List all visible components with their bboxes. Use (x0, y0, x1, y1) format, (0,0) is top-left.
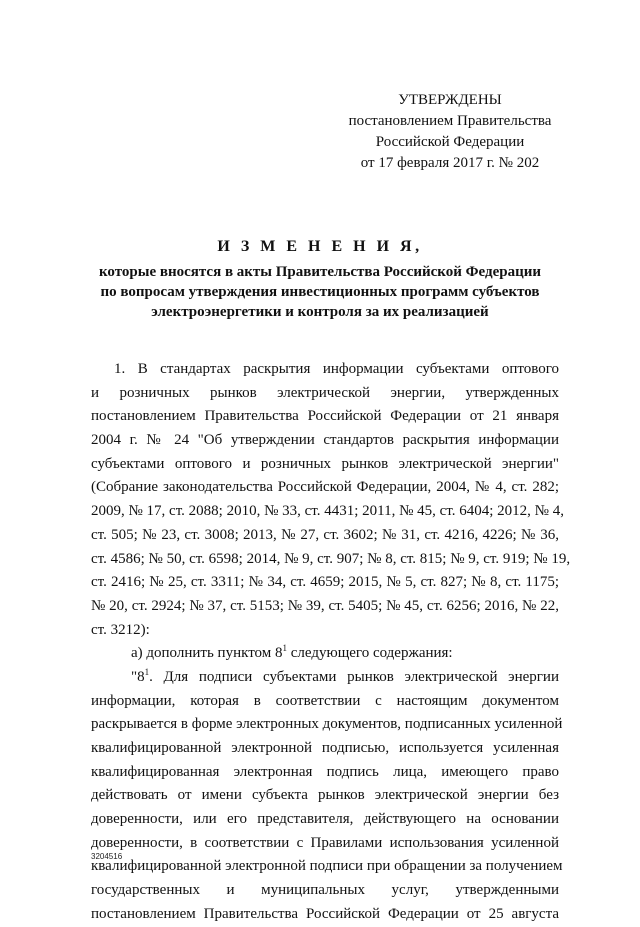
item-a-text-before: а) дополнить пунктом 8 (131, 645, 283, 662)
subtitle-line-1: которые вносятся в акты Правительства Российской Федерации (98, 264, 542, 280)
document-code: 3204516 (91, 852, 123, 861)
paragraph-line: ст. 4586; № 50, ст. 6598; 2014, № 9, ст. 907; № 8, ст. 815; № 9, ст. 919; № 19, (91, 550, 571, 567)
document-subtitle (60, 262, 580, 322)
paragraph-line: (Собрание законодательства Российской Федерации, 2004, № 4, ст. 282; (91, 479, 559, 496)
paragraph-line: и розничных рынков электрической энергии, утвержденных (91, 384, 559, 401)
approval-heading: УТВЕРЖДЕНЫ (398, 92, 502, 108)
item-a (91, 642, 559, 666)
paragraph-line: информации, которая в соответствии с настоящим документом (91, 692, 559, 709)
paragraph-line: действовать от имени субъекта рынков электрической энергии без (91, 787, 559, 804)
paragraph-line: квалифицированной электронной подписью, используется усиленная (91, 740, 559, 756)
paragraph-line: ст. 505; № 23, ст. 3008; 2013, № 27, ст. 3602; № 31, ст. 4216, 4226; № 36, (91, 526, 559, 543)
paragraph-line: ст. 3212): (91, 621, 150, 638)
item-a-superscript: 1 (282, 643, 288, 654)
paragraph-line: № 20, ст. 2924; № 37, ст. 5153; № 39, ст. 5405; № 45, ст. 6256; 2016, № 22, (91, 597, 559, 614)
item-a-text-after: следующего содержания: (287, 645, 453, 662)
paragraph-line: постановлением Правительства Российской Федерации от 25 августа (91, 905, 559, 922)
paragraph-line: государственных и муниципальных услуг, утвержденными (91, 882, 559, 899)
paragraph-1 (91, 358, 571, 642)
approval-date-number: от 17 февраля 2017 г. № 202 (360, 155, 540, 171)
paragraph-line: доверенности, в соответствии с Правилами использования усиленной (91, 834, 559, 851)
item-a-line (91, 642, 559, 666)
approval-block (330, 90, 570, 174)
paragraph-line: постановлением Правительства Российской Федерации от 21 января (91, 408, 559, 425)
paragraph-line: доверенности, или его представителя, действующего на основании (91, 811, 559, 828)
paragraph-line: квалифицированной электронной подписи при обращении за получением (91, 858, 563, 875)
paragraph-line: субъектами оптового и розничных рынков электрической энергии" (91, 455, 559, 472)
document-body (91, 358, 571, 927)
document-title: И З М Е Н Е Н И Я, (217, 238, 423, 255)
subtitle-line-2: по вопросам утверждения инвестиционных программ субъектов (100, 284, 540, 300)
paragraph-line: квалифицированная электронная подпись лица, имеющего право (91, 763, 559, 780)
paragraph-line (91, 666, 559, 690)
para8-superscript: 1 (144, 666, 150, 677)
paragraph-line: ст. 2416; № 25, ст. 3311; № 34, ст. 4659; 2015, № 5, ст. 827; № 8, ст. 1175; (91, 574, 559, 591)
para8-opening: "8 (131, 668, 145, 685)
paragraph-line: раскрывается в форме электронных документов, подписанных усиленной (91, 716, 563, 733)
para8-first-line-rest: . Для подписи субъектами рынков электрической энергии (149, 668, 559, 685)
approval-line-3: Российской Федерации (375, 134, 525, 150)
paragraph-8-1 (91, 666, 563, 927)
subtitle-line-3: электроэнергетики и контроля за их реализацией (151, 304, 489, 320)
paragraph-line: 2004 г. № 24 "Об утверждении стандартов раскрытия информации (91, 432, 559, 449)
paragraph-line: 1. В стандартах раскрытия информации субъектами оптового (114, 361, 559, 377)
paragraph-line: 2009, № 17, ст. 2088; 2010, № 33, ст. 4431; 2011, № 45, ст. 6404; 2012, № 4, (91, 503, 564, 520)
approval-line-2: постановлением Правительства (348, 113, 552, 129)
